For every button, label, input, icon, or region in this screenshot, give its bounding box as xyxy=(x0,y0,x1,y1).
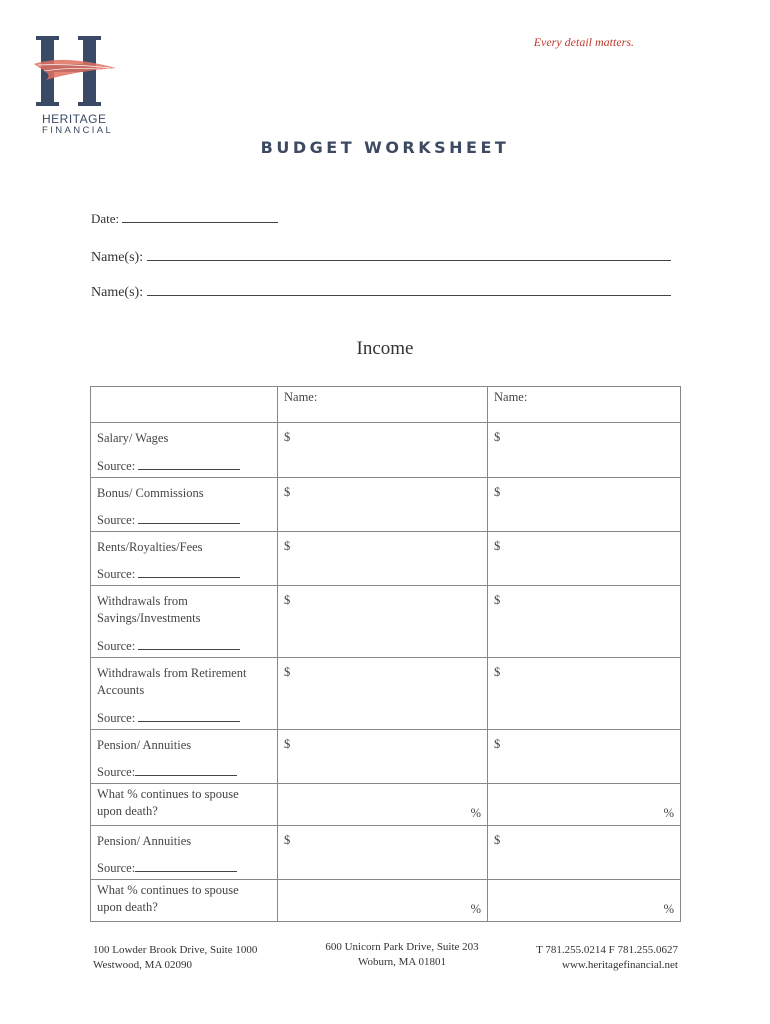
names-line-2[interactable] xyxy=(147,283,671,296)
percent-input[interactable]: % xyxy=(488,784,681,826)
amount-input[interactable]: $ xyxy=(488,532,681,586)
amount-input[interactable]: $ xyxy=(278,478,488,532)
amount-input[interactable]: $ xyxy=(488,658,681,730)
website-link[interactable]: www.heritagefinancial.net xyxy=(562,959,678,971)
row-label: Pension/ Annuities xyxy=(97,834,192,848)
table-row xyxy=(91,532,681,586)
amount-input[interactable]: $ xyxy=(488,826,681,880)
date-label: Date: xyxy=(91,211,120,226)
percent-input[interactable]: % xyxy=(488,880,681,922)
row-label-cell xyxy=(91,826,278,880)
row-label-cell xyxy=(91,532,278,586)
date-field[interactable] xyxy=(91,210,278,227)
amount-input[interactable]: $ xyxy=(488,586,681,658)
table-row xyxy=(91,586,681,658)
row-label: Salary/ Wages xyxy=(97,431,169,445)
row-label-cell xyxy=(91,880,278,922)
amount-input[interactable]: $ xyxy=(488,423,681,478)
table-row xyxy=(91,880,681,922)
row-label: Withdrawals from Retirement Accounts xyxy=(97,666,247,697)
row-label-cell xyxy=(91,658,278,730)
names-line-1[interactable] xyxy=(147,248,671,261)
source-field[interactable]: Source: xyxy=(97,765,237,780)
table-header-row xyxy=(91,387,681,423)
row-label-cell xyxy=(91,478,278,532)
row-label: What % continues to spouse upon death? xyxy=(97,883,239,914)
row-label-cell xyxy=(91,730,278,784)
names-label-2: Name(s): xyxy=(91,285,144,300)
names-field-2[interactable] xyxy=(91,283,671,301)
header-name-1: Name: xyxy=(278,387,488,423)
row-label: Bonus/ Commissions xyxy=(97,486,204,500)
row-label-cell xyxy=(91,586,278,658)
amount-input[interactable]: $ xyxy=(278,586,488,658)
row-label: Rents/Royalties/Fees xyxy=(97,540,203,554)
header-blank-cell xyxy=(91,387,278,423)
tagline: Every detail matters. xyxy=(533,35,634,49)
table-row xyxy=(91,658,681,730)
row-label: What % continues to spouse upon death? xyxy=(97,787,239,818)
source-field[interactable]: Source: xyxy=(97,711,240,726)
source-field[interactable]: Source: xyxy=(97,861,237,876)
amount-input[interactable]: $ xyxy=(488,730,681,784)
amount-input[interactable]: $ xyxy=(488,478,681,532)
table-row xyxy=(91,730,681,784)
names-field-1[interactable] xyxy=(91,248,671,266)
amount-input[interactable]: $ xyxy=(278,730,488,784)
names-label-1: Name(s): xyxy=(91,250,144,265)
percent-input[interactable]: % xyxy=(278,880,488,922)
logo-name: HERITAGE xyxy=(42,112,107,126)
row-label-cell xyxy=(91,784,278,826)
table-row xyxy=(91,423,681,478)
footer-contact: T 781.255.0214 F 781.255.0627 www.heritagefinancial.net xyxy=(536,944,678,971)
page-title: BUDGET WORKSHEET xyxy=(260,138,510,157)
source-field[interactable]: Source: xyxy=(97,513,240,528)
footer-address-woburn: 600 Unicorn Park Drive, Suite 203 Woburn, MA 01801 xyxy=(325,941,479,968)
table-row xyxy=(91,826,681,880)
amount-input[interactable]: $ xyxy=(278,826,488,880)
header-name-2: Name: xyxy=(488,387,681,423)
amount-input[interactable]: $ xyxy=(278,423,488,478)
logo-sub: FINANCIAL xyxy=(42,125,114,136)
row-label-cell xyxy=(91,423,278,478)
heritage-logo xyxy=(30,34,120,114)
source-field[interactable]: Source: xyxy=(97,459,240,474)
source-field[interactable]: Source: xyxy=(97,567,240,582)
table-row xyxy=(91,784,681,826)
row-label: Pension/ Annuities xyxy=(97,738,192,752)
table-row xyxy=(91,478,681,532)
income-title: Income xyxy=(356,338,414,359)
source-field[interactable]: Source: xyxy=(97,639,240,654)
amount-input[interactable]: $ xyxy=(278,532,488,586)
income-table xyxy=(90,386,681,922)
percent-input[interactable]: % xyxy=(278,784,488,826)
row-label: Withdrawals from Savings/Investments xyxy=(97,594,201,625)
amount-input[interactable]: $ xyxy=(278,658,488,730)
footer-address-westwood: 100 Lowder Brook Drive, Suite 1000 Westwood, MA 02090 xyxy=(93,944,258,971)
heritage-h-mark-icon xyxy=(30,34,120,114)
date-line[interactable] xyxy=(122,210,278,223)
logo-wordmark xyxy=(42,114,113,136)
